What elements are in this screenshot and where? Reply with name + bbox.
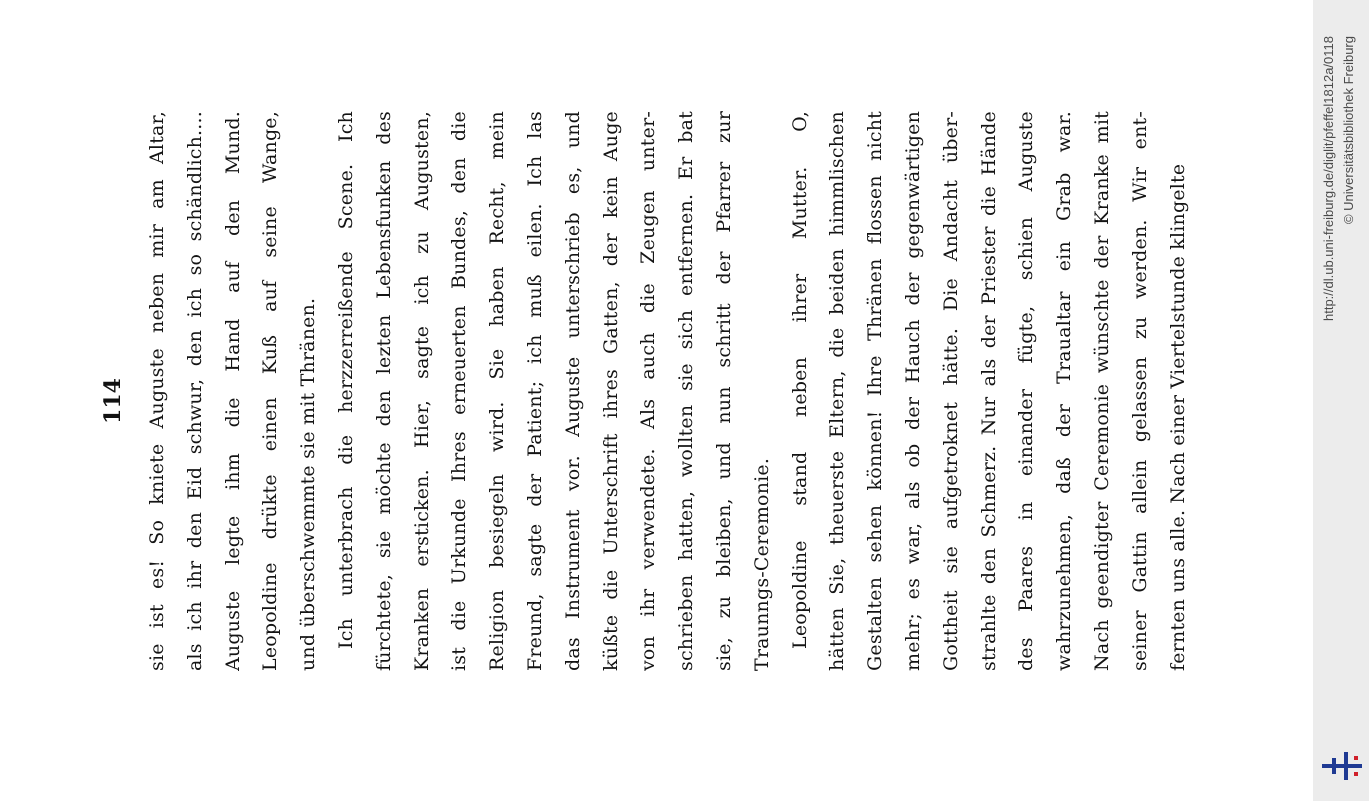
text-line: küßte die Unterschrift ihres Gatten, der kein Auge (599, 111, 622, 671)
text-line: fernten uns alle. Nach einer Viertelstunde klingelte (1166, 163, 1189, 671)
sidebar-text (1313, 0, 1369, 801)
library-logo-icon (1320, 748, 1366, 782)
text-line: Kranken ersticken. Hier, sagte ich zu Augusten, (410, 111, 433, 671)
text-line: Religion besiegeln wird. Sie haben Recht, mein (486, 111, 509, 671)
text-line: Leopoldine stand neben ihrer Mutter. O, (788, 111, 811, 649)
text-line: Traunngs-Ceremonie. (750, 457, 773, 671)
text-line: Gottheit sie aufgetroknet hätte. Die Andacht über- (939, 111, 962, 671)
text-line: das Instrument vor. Auguste unterschrieb es, und (561, 111, 584, 671)
source-url[interactable]: http://dl.ub.uni-freiburg.de/diglit/pfeffel1812a/0118 (1321, 36, 1336, 322)
page-number: 114 (100, 378, 126, 424)
text-line: seiner Gattin allein gelassen zu werden. Wir ent- (1128, 111, 1151, 671)
text-line: Leopoldine drükte einen Kuß auf seine Wange, (259, 111, 282, 671)
text-line: mehr; es war, als ob der Hauch der gegenwärtigen (902, 111, 924, 671)
text-line: sie, zu bleiben, und nun schritt der Pfarrer zur (713, 111, 735, 671)
text-line: von ihr verwendete. Als auch die Zeugen unter- (637, 111, 660, 671)
viewer-sidebar (1313, 0, 1369, 801)
logo-bar-blue-1 (1322, 764, 1362, 768)
text-line: wahrzunehmen, daß der Traualtar ein Grab war. (1053, 111, 1076, 671)
logo-bar-blue-3 (1332, 758, 1336, 774)
text-line: schrieben hatten, wollten sie sich entfernen. Er bat (675, 111, 698, 671)
copyright-notice: © Universitätsbibliothek Freiburg (1341, 36, 1356, 225)
text-line: des Paares in einander fügte, schien Auguste (1015, 111, 1038, 671)
text-line: als ich ihr den Eid schwur, den ich so schändlich.... (183, 111, 206, 671)
page-text-block (100, 0, 1220, 801)
text-line: Nach geendigter Ceremonie wünschte der Kranke mit (1091, 111, 1113, 671)
text-line: fürchtete, sie möchte den lezten Lebensfunken des (372, 111, 395, 671)
text-line: ist die Urkunde Ihres erneuerten Bundes, den die (448, 111, 471, 671)
text-line: und überschwemmte sie mit Thränen. (297, 297, 320, 671)
text-line: Gestalten sehen können! Ihre Thränen flossen nicht (864, 111, 887, 671)
text-line: Freund, sagte der Patient; ich muß eilen. Ich las (524, 111, 546, 671)
logo-bar-red-1 (1354, 756, 1358, 760)
text-line: strahlte den Schmerz. Nur als der Priester die Hände (977, 111, 1000, 671)
text-line: sie ist es! So kniete Auguste neben mir am Altar, (146, 111, 168, 671)
logo-bar-red-2 (1354, 772, 1358, 776)
text-line: Auguste legte ihm die Hand auf den Mund. (221, 111, 244, 671)
logo-bar-blue-2 (1344, 752, 1348, 780)
text-line: hätten Sie, theuerste Eltern, die beiden himmlischen (826, 111, 849, 671)
text-line: Ich unterbrach die herzzerreißende Scene. Ich (335, 111, 357, 649)
